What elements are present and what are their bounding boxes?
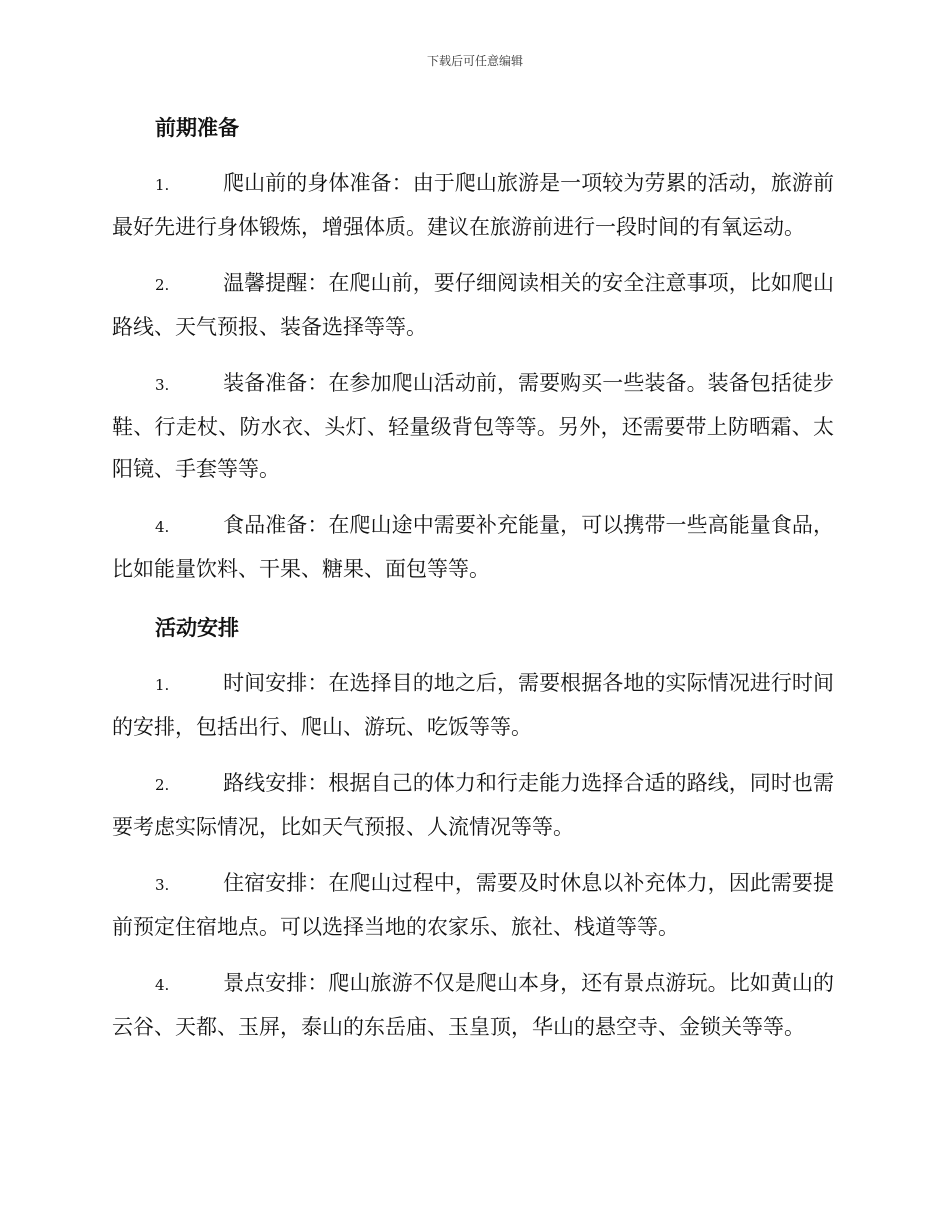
list-item-text: 爬山前的身体准备：由于爬山旅游是一项较为劳累的活动，旅游前最好先进行身体锻炼，增强体质。建议在旅游前进行一段时间的有氧运动。 [112, 171, 834, 239]
section-title-preparation: 前期准备 [155, 116, 239, 140]
list-item [112, 962, 834, 1048]
list-item-number: 1. [155, 176, 170, 194]
list-item-number: 4. [155, 518, 170, 536]
document-body [112, 108, 834, 1048]
list-item-number: 3. [155, 376, 170, 394]
list-item-text: 住宿安排：在爬山过程中，需要及时休息以补充体力，因此需要提前预定住宿地点。可以选择当地的农家乐、旅社、栈道等等。 [112, 871, 834, 939]
list-item-number: 1. [155, 676, 170, 694]
list-item-text: 装备准备：在参加爬山活动前，需要购买一些装备。装备包括徒步鞋、行走杖、防水衣、头灯、轻量级背包等等。另外，还需要带上防晒霜、太阳镜、手套等等。 [112, 371, 834, 481]
list-item-text: 时间安排：在选择目的地之后，需要根据各地的实际情况进行时间的安排，包括出行、爬山、游玩、吃饭等等。 [112, 671, 834, 739]
list-item [112, 162, 834, 248]
list-item-text: 温馨提醒：在爬山前，要仔细阅读相关的安全注意事项，比如爬山路线、天气预报、装备选择等等。 [112, 271, 834, 339]
list-item [112, 262, 834, 348]
page-header-note: 下载后可任意编辑 [426, 54, 523, 68]
list-item [112, 862, 834, 948]
list-item-number: 3. [155, 876, 170, 894]
list-item-number: 2. [155, 276, 170, 294]
list-item [112, 662, 834, 748]
list-item [112, 362, 834, 490]
list-item-number: 2. [155, 776, 170, 794]
list-item [112, 504, 834, 590]
list-item-text: 景点安排：爬山旅游不仅是爬山本身，还有景点游玩。比如黄山的云谷、天都、玉屏，泰山的东岳庙、玉皇顶，华山的悬空寺、金锁关等等。 [112, 971, 834, 1039]
list-item-text: 路线安排：根据自己的体力和行走能力选择合适的路线，同时也需要考虑实际情况，比如天气预报、人流情况等等。 [112, 771, 834, 839]
list-item-number: 4. [155, 976, 170, 994]
section-title-arrangement: 活动安排 [155, 616, 239, 640]
list-item [112, 762, 834, 848]
list-item-text: 食品准备：在爬山途中需要补充能量，可以携带一些高能量食品，比如能量饮料、干果、糖果、面包等等。 [112, 513, 834, 581]
